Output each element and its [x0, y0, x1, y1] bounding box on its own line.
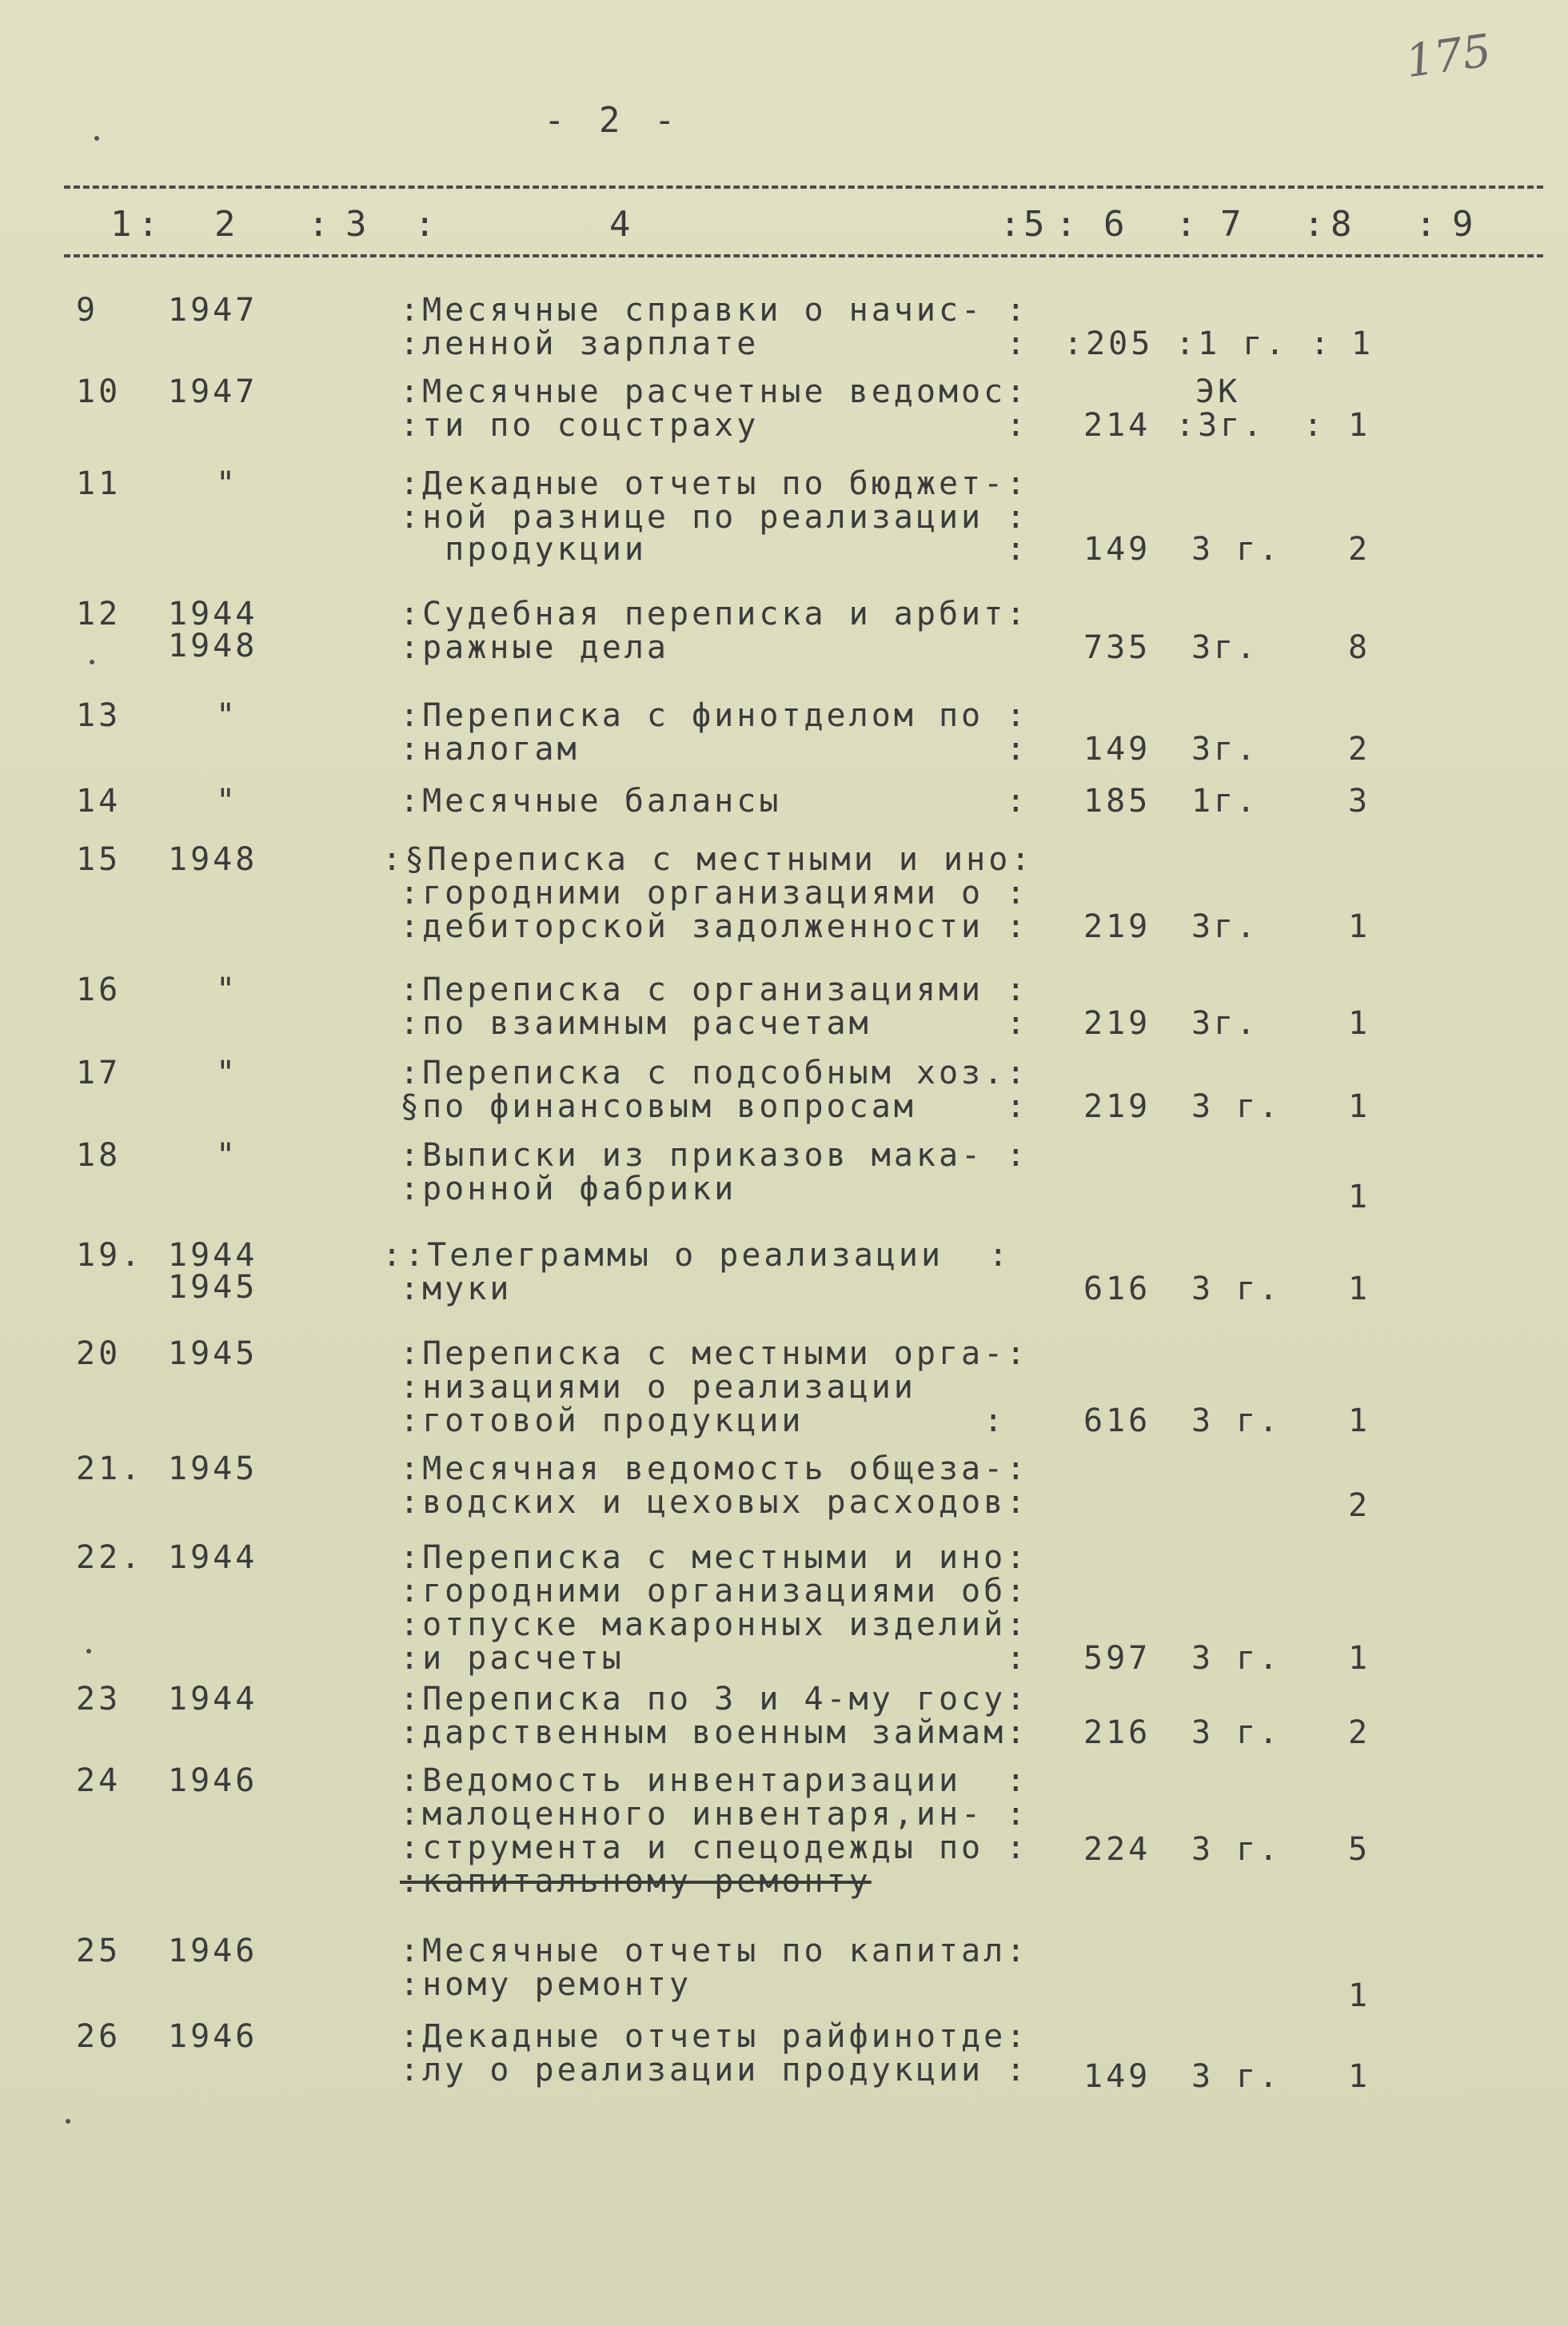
row-description-line: :Переписка по 3 и 4-му госу:	[400, 1681, 1029, 1718]
row-description-line: :Переписка с подсобным хоз.:	[400, 1055, 1029, 1091]
paper-speck	[90, 660, 94, 664]
row-c7: 1	[1348, 1179, 1371, 1215]
paper-speck	[86, 1649, 91, 1654]
row-c6: 3г.	[1191, 908, 1259, 945]
row-c7: 1	[1348, 2058, 1371, 2095]
row-year: 1948	[168, 628, 258, 664]
row-year: "	[216, 1055, 239, 1091]
row-description-line: :Декадные отчеты райфинотде:	[400, 2018, 1029, 2055]
row-c7: 5	[1348, 1831, 1371, 1868]
row-c6: 3г.	[1191, 1005, 1259, 1042]
row-c5: 219	[1083, 1005, 1151, 1042]
row-year: "	[216, 697, 239, 734]
row-description-line: ::Телеграммы о реализации :	[382, 1237, 1011, 1274]
header-col-9: 9	[1452, 204, 1477, 245]
row-year: "	[216, 971, 239, 1008]
row-description-line: :отпуске макаронных изделий:	[400, 1606, 1029, 1643]
row-c7: 2	[1348, 531, 1371, 568]
row-c6: 3г.	[1191, 731, 1259, 768]
row-year: 1946	[168, 1933, 258, 1969]
row-c7: 8	[1348, 629, 1371, 666]
row-description-line: :низациями о реализации	[400, 1369, 916, 1406]
row-year: 1948	[168, 841, 258, 878]
row-description-line: :ражные дела	[400, 629, 669, 666]
row-c6: 3 г.	[1191, 1831, 1282, 1868]
row-description-line: :Месячные отчеты по капитал:	[400, 1933, 1029, 1969]
row-description-line: :Месячные балансы :	[400, 783, 1029, 820]
row-description-line: :городними организациями о :	[400, 875, 1029, 912]
row-year: 1945	[168, 1450, 258, 1487]
row-c7: 1	[1348, 1402, 1371, 1439]
row-description-line: :Переписка с финотделом по :	[400, 697, 1029, 734]
row-c5: 214	[1083, 407, 1151, 444]
row-year: "	[216, 783, 239, 820]
header-col-8: 8	[1331, 204, 1355, 245]
row-c5: 219	[1083, 1088, 1151, 1125]
row-description-line: :городними организациями об:	[400, 1573, 1029, 1610]
row-c7: 1	[1348, 1640, 1371, 1677]
row-description-line: :налогам :	[400, 731, 1029, 768]
row-c7: 2	[1348, 731, 1371, 768]
row-c7: 1	[1348, 1088, 1371, 1125]
row-c6: 1г.	[1191, 783, 1259, 820]
row-number: 24	[76, 1762, 122, 1799]
header-col-1: 1	[110, 204, 135, 245]
row-c7: 1	[1348, 1271, 1371, 1307]
header-rule-bottom	[64, 254, 1543, 257]
row-year: 1945	[168, 1269, 258, 1306]
page-number: - 2 -	[544, 100, 682, 141]
row-description-line: :Месячные справки о начис- :	[400, 292, 1029, 329]
row-number: 25	[76, 1933, 122, 1969]
row-description-line: :ленной зарплате :	[400, 325, 1029, 362]
row-c6: 3 г.	[1191, 1088, 1282, 1125]
header-col-4: 4	[609, 204, 634, 245]
archive-page-mark: 175	[1402, 24, 1494, 89]
row-year: 1946	[168, 2018, 258, 2055]
row-c7: 1	[1348, 1005, 1371, 1042]
paper-speck	[94, 136, 99, 141]
row-description-line: :дарственным военным займам:	[400, 1714, 1029, 1751]
row-c5: 185	[1083, 783, 1151, 820]
row-c6: :3г.	[1175, 407, 1266, 444]
row-number: 19.	[76, 1237, 144, 1274]
row-c5: 149	[1083, 531, 1151, 568]
row-description-line: :Переписка с организациями :	[400, 971, 1029, 1008]
row-c5: 149	[1083, 2058, 1151, 2095]
row-year: 1944	[168, 1237, 258, 1274]
row-number: 23	[76, 1681, 122, 1718]
row-year: 1944	[168, 1681, 258, 1718]
row-c5: 597	[1083, 1640, 1151, 1677]
row-description-line: :Переписка с местными орга-:	[400, 1335, 1029, 1372]
row-c6: 3г.	[1191, 629, 1259, 666]
row-number: 9	[76, 292, 99, 329]
row-c6: 3 г.	[1191, 1402, 1282, 1439]
row-number: 14	[76, 783, 122, 820]
row-number: 15	[76, 841, 122, 878]
row-c5: 735	[1083, 629, 1151, 666]
row-number: 17	[76, 1055, 122, 1091]
row-year: "	[216, 465, 239, 502]
row-c6: 3 г.	[1191, 1271, 1282, 1307]
row-description-line: :ронной фабрики	[400, 1171, 737, 1207]
row-description-line: :Судебная переписка и арбит:	[400, 596, 1029, 632]
row-c5: :205	[1063, 325, 1154, 362]
row-number: 21.	[76, 1450, 144, 1487]
row-year: 1944	[168, 596, 258, 632]
row-c6: 3 г.	[1191, 531, 1282, 568]
row-c7: 2	[1348, 1714, 1371, 1751]
row-year: 1947	[168, 292, 258, 329]
row-description-line: :Выписки из приказов мака- :	[400, 1137, 1029, 1174]
row-c6: 3 г.	[1191, 1640, 1282, 1677]
row-number: 11	[76, 465, 122, 502]
row-c7: 1	[1348, 1977, 1371, 2014]
header-col-5: 5	[1023, 204, 1048, 245]
row-description-line: :лу о реализации продукции :	[400, 2052, 1029, 2089]
document-page: 175 - 2 - 1 : 2 : 3 : 4 : 5 : 6 : 7 : 8 : 9 9 1947 :Месячные справки о начис- : :ленной зарплате : :205 :1 г. : 1 10 1947 :Месячные расчетные ведомос: :ти по соцстраху : ЭК 214 :3г. : 1 11 " :Декадные отчеты по бюджет-: :ной разнице по реализации : продукции : 149 3 г. 2 12 1944 1948 :Судебная переписка и арбит: :ражные дела 735 3г. 8 13 " :Переписка с финотделом по : :налогам : 149 3г. 2 14 " :Месячные балансы : 185 1г. 3 15 1948 :§Переписка с местными и ино: :городними организациями о : :дебиторской задолженности : 219 3г. 1 16 " :Переписка с организациями : :по взаимным расчетам : 219 3г. 1 17 " :Переписка с подсобным хоз.: §по финансовым вопросам : 219 3 г. 1 18 " :Выписки из приказов мака- : :ронной фабрики 1 19. 1944 1945 ::Телеграммы о реализации : :муки 616 3 г. 1 20 1945 :Переписка с местными орга-: :низациями о реализации :готовой продукции : 616 3 г. 1 21. 1945 :Месячная ведомость общеза-: :водских и цеховых расходов: 2 22. 1944 :Переписка с местными и ино: :городними организациями об: :отпуске макаронных изделий: :и расчеты : 597 3 г. 1 23 1944 :Переписка по 3 и 4-му госу: :дарственным военным займам: 216 3 г. 2 24 1946 :Ведомость инвентаризации : :малоценного инвентаря,ин- : :струмента и спецодежды по : :капитальному ремонту 224 3 г. 5 25 1946 :Месячные отчеты по капитал: :ному ремонту 1 26 1946 :Декадные отчеты райфинотде: :лу о реализации продукции : 149 3 г. 1	[0, 0, 1568, 2326]
row-c6: 3 г.	[1191, 2058, 1282, 2095]
row-c5: 149	[1083, 731, 1151, 768]
row-c6: :1 г. :	[1175, 325, 1333, 362]
row-description-line: :ти по соцстраху :	[400, 407, 1029, 444]
paper-speck	[66, 2119, 70, 2124]
row-c5: 224	[1083, 1831, 1151, 1868]
row-number: 18	[76, 1137, 122, 1174]
row-number: 16	[76, 971, 122, 1008]
row-year: 1945	[168, 1335, 258, 1372]
row-c6-note: ЭК	[1195, 373, 1241, 410]
row-year: "	[216, 1137, 239, 1174]
row-description-line-struck: :капитальному ремонту	[400, 1863, 872, 1900]
row-c5: 616	[1083, 1402, 1151, 1439]
row-number: 12	[76, 596, 122, 632]
row-description-line: :и расчеты :	[400, 1640, 1029, 1677]
row-c5: 216	[1083, 1714, 1151, 1751]
header-col-3: 3	[345, 204, 370, 245]
row-c7: 1	[1351, 325, 1374, 362]
row-number: 10	[76, 373, 122, 410]
row-description-line: :ной разнице по реализации :	[400, 499, 1029, 536]
row-c7: 1	[1348, 908, 1371, 945]
row-description-line: :струмента и спецодежды по :	[400, 1829, 1029, 1866]
row-description-line: :готовой продукции :	[400, 1402, 1007, 1439]
row-description-line: §по финансовым вопросам :	[400, 1088, 1029, 1125]
row-c6: 3 г.	[1191, 1714, 1282, 1751]
row-description-line: :по взаимным расчетам :	[400, 1005, 1029, 1042]
row-number: 20	[76, 1335, 122, 1372]
header-col-2: 2	[214, 204, 239, 245]
header-col-6: 6	[1103, 204, 1128, 245]
row-description-line: :малоценного инвентаря,ин- :	[400, 1796, 1029, 1833]
header-col-7: 7	[1220, 204, 1245, 245]
row-description-line: продукции :	[400, 531, 1029, 568]
row-year: 1944	[168, 1539, 258, 1576]
row-description-line: :Месячная ведомость общеза-:	[400, 1450, 1029, 1487]
row-description-line: :Переписка с местными и ино:	[400, 1539, 1029, 1576]
row-number: 22.	[76, 1539, 144, 1576]
row-year: 1946	[168, 1762, 258, 1799]
row-description-line: :водских и цеховых расходов:	[400, 1484, 1029, 1521]
row-number: 26	[76, 2018, 122, 2055]
row-description-line: :Ведомость инвентаризации :	[400, 1762, 1029, 1799]
row-description-line: :дебиторской задолженности :	[400, 908, 1029, 945]
row-description-line: :муки	[400, 1271, 513, 1307]
row-description-line: :§Переписка с местными и ино:	[382, 841, 1034, 878]
row-c7: 3	[1348, 783, 1371, 820]
row-description-line: :Месячные расчетные ведомос:	[400, 373, 1029, 410]
row-description-line: :Декадные отчеты по бюджет-:	[400, 465, 1029, 502]
row-c5: 616	[1083, 1271, 1151, 1307]
row-c7: 2	[1348, 1487, 1371, 1524]
row-c5: 219	[1083, 908, 1151, 945]
row-c7: : 1	[1303, 407, 1371, 444]
row-year: 1947	[168, 373, 258, 410]
row-description-line: :ному ремонту	[400, 1966, 692, 2003]
row-number: 13	[76, 697, 122, 734]
header-rule-top	[64, 186, 1543, 189]
